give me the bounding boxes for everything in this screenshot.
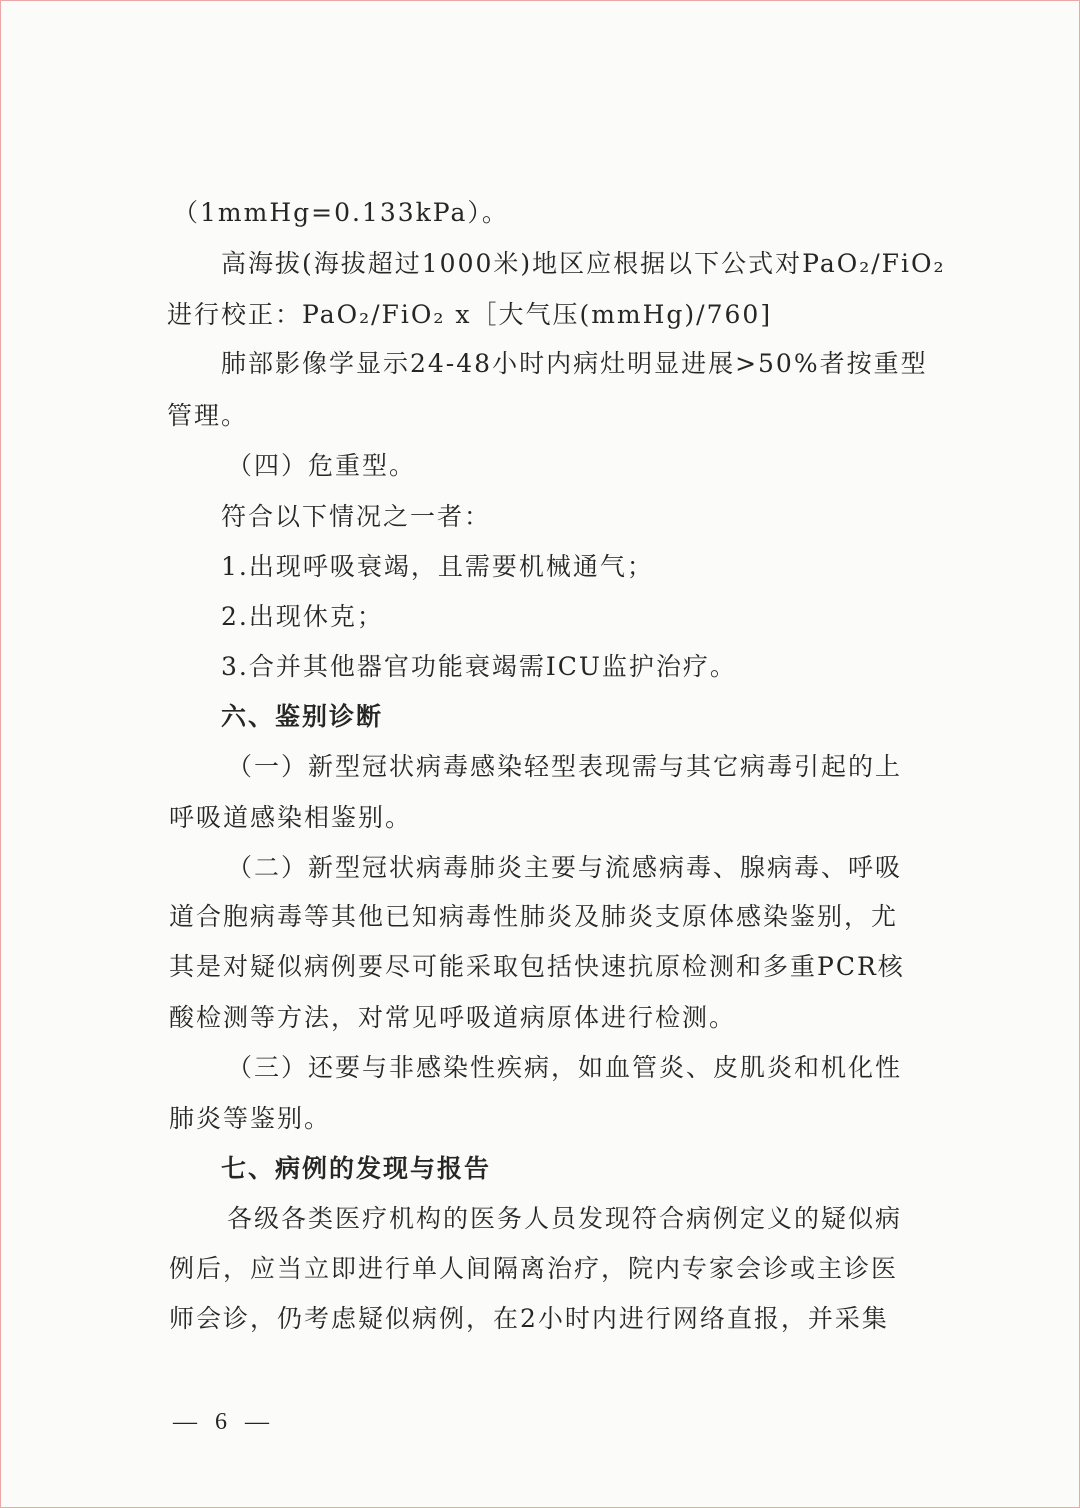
- text-line: 呼吸道感染相鉴别。: [169, 803, 413, 832]
- text-line: 肺炎等鉴别。: [169, 1104, 332, 1133]
- text-line: （三）还要与非感染性疾病，如血管炎、皮肌炎和机化性: [227, 1053, 903, 1082]
- text-line: 进行校正：PaO₂/FiO₂ x［大气压(mmHg)/760]: [167, 300, 773, 329]
- subheading-critical-type: （四）危重型。: [227, 451, 417, 480]
- list-item: 3.合并其他器官功能衰竭需ICU监护治疗。: [221, 652, 737, 681]
- text-line: 酸检测等方法，对常见呼吸道病原体进行检测。: [169, 1003, 737, 1032]
- text-line: 管理。: [167, 401, 249, 430]
- section-heading-differential-diagnosis: 六、鉴别诊断: [221, 702, 384, 731]
- text-line: （二）新型冠状病毒肺炎主要与流感病毒、腺病毒、呼吸: [227, 853, 903, 882]
- text-line: 例后，应当立即进行单人间隔离治疗，院内专家会诊或主诊医: [169, 1254, 899, 1283]
- text-line: 高海拔(海拔超过1000米)地区应根据以下公式对PaO₂/FiO₂: [221, 249, 946, 278]
- list-item: 2.出现休克；: [221, 602, 384, 631]
- text-line: 符合以下情况之一者：: [221, 502, 492, 531]
- list-item: 1.出现呼吸衰竭，且需要机械通气；: [221, 552, 654, 581]
- text-line: 道合胞病毒等其他已知病毒性肺炎及肺炎支原体感染鉴别，尤: [169, 902, 899, 931]
- text-line: 其是对疑似病例要尽可能采取包括快速抗原检测和多重PCR核: [169, 952, 905, 981]
- page-number: — 6 —: [173, 1409, 275, 1435]
- section-heading-case-reporting: 七、病例的发现与报告: [221, 1154, 492, 1183]
- text-line: 师会诊，仍考虑疑似病例，在2小时内进行网络直报，并采集: [169, 1304, 889, 1333]
- text-line: 各级各类医疗机构的医务人员发现符合病例定义的疑似病: [227, 1204, 903, 1233]
- text-line: 肺部影像学显示24-48小时内病灶明显进展>50%者按重型: [221, 349, 928, 378]
- text-line: （一）新型冠状病毒感染轻型表现需与其它病毒引起的上: [227, 752, 903, 781]
- text-line: （1mmHg=0.133kPa）。: [173, 198, 509, 227]
